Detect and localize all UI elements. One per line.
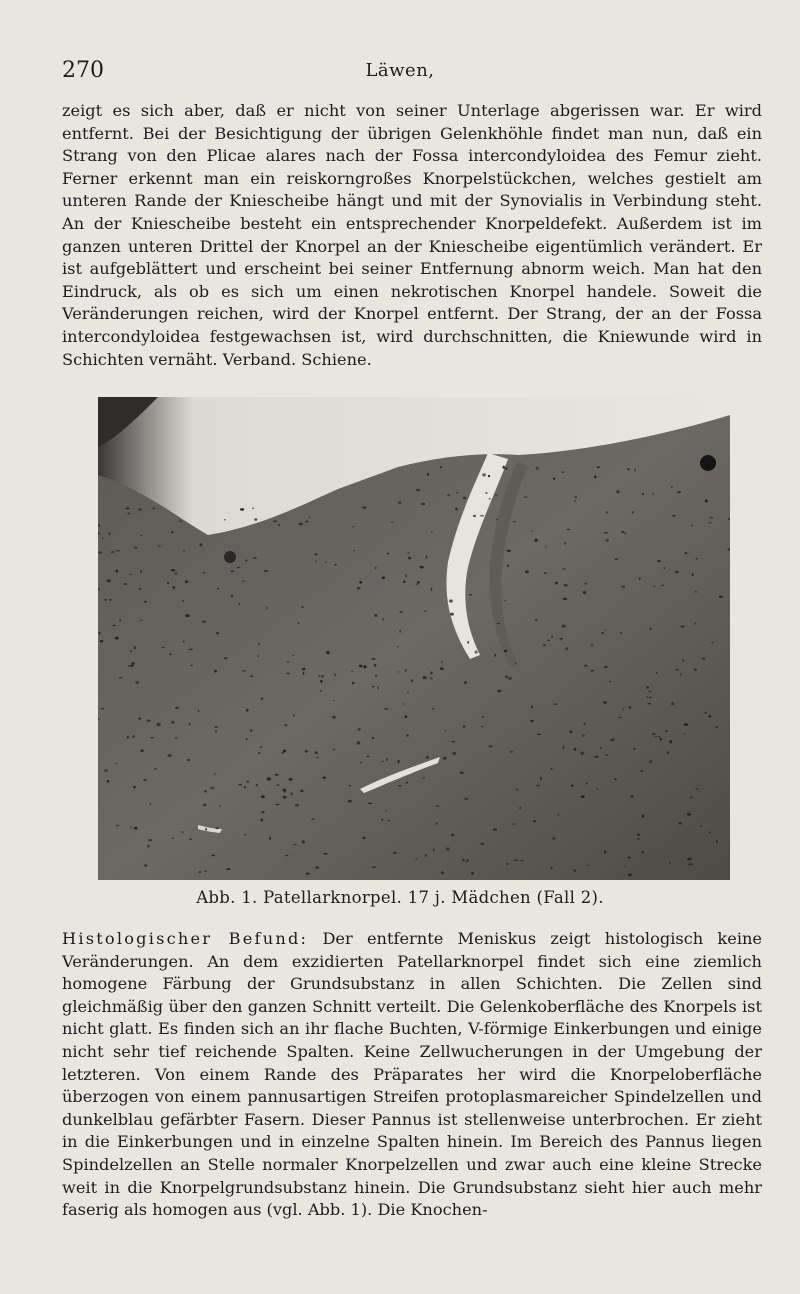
histology-lead: Histologischer Befund: <box>62 929 309 948</box>
page-header <box>62 58 738 92</box>
micrograph-figure <box>98 397 730 880</box>
paragraph-surgery-report: zeigt es sich aber, daß er nicht von seiner Unterlage abgerissen war. Er wird entfernt. Bei der Besichtigung der übrigen Gelenkhöhle findet man nun, daß ein Strang von den Plicae alares nach der Fossa intercondyloidea des Femur zieht. Ferner erkennt man ein reiskorngroßes Knorpelstückchen, welches gestielt am unteren Rande der Kniescheibe hängt und mit der Synovialis in Verbindung steht. An der Kniescheibe besteht ein entsprechender Knorpeldefekt. Außerdem ist im ganzen unteren Drittel der Knorpel an der Kniescheibe eigentümlich verändert. Er ist aufgeblättert und erscheint bei seiner Entfernung abnorm weich. Man hat den Eindruck, als ob es sich um einen nekrotischen Knorpel handele. Soweit die Veränderungen reichen, wird der Knorpel entfernt. Der Strang, der an der Fossa intercondyloidea festgewachsen ist, wird durchschnitten, die Kniewunde wird in Schichten vernäht. Verband. Schiene. <box>62 101 762 369</box>
dark-inclusion <box>700 455 716 471</box>
figure-caption: Abb. 1. Patellarknorpel. 17 j. Mädchen (Fall 2). <box>196 888 604 907</box>
micrograph-image <box>98 397 730 880</box>
paragraph-histology <box>62 928 762 1222</box>
running-head: Läwen, <box>365 60 435 81</box>
histology-text: Der entfernte Meniskus zeigt histologisch keine Veränderungen. An dem exzidierten Patellarknorpel findet sich eine ziemlich homogene Färbung der Grundsubstanz in allen Schichten. Die Zellen sind gleichmäßig über den ganzen Schnitt verteilt. Die Gelenkoberfläche des Knorpels ist nicht glatt. Es finden sich an ihr flache Buchten, V-förmige Einkerbungen und einige nicht sehr tief reichende Spalten. Keine Zellwucherungen in der Umgebung der letzteren. Von einem Rande des Präparates her wird die Knorpeloberfläche überzogen von einem pannusartigen Streifen protoplasmareicher Spindelzellen und dunkelblau gefärbter Fasern. Dieser Pannus ist stellenweise unterbrochen. Er zieht in die Einkerbungen und in einzelne Spalten hinein. Im Bereich des Pannus liegen Spindelzellen an Stelle normaler Knorpelzellen und zwar auch eine kleine Strecke weit in die Knorpelgrundsubstanz hinein. Die Grundsubstanz sieht hier auch mehr faserig als homogen aus (vgl. Abb. 1). Die Knochen- <box>62 929 763 1220</box>
page-number: 270 <box>62 58 104 83</box>
